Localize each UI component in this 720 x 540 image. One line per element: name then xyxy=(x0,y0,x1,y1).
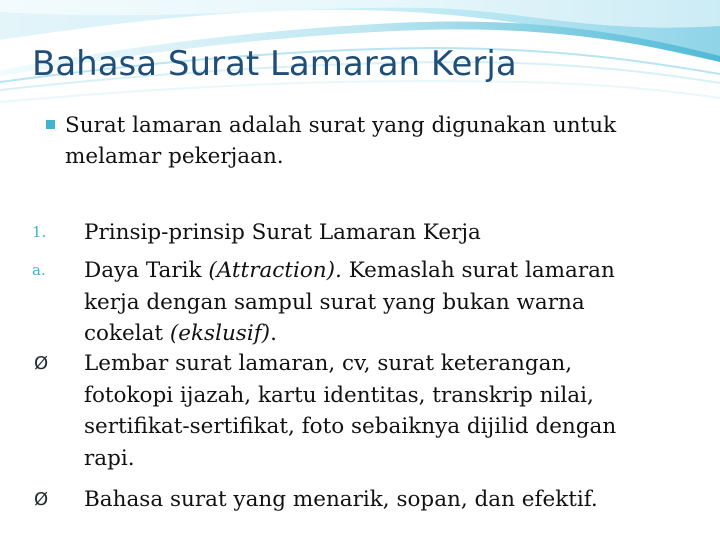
numbered-marker: 1. xyxy=(32,223,47,241)
list-item-text: Prinsip-prinsip Surat Lamaran Kerja xyxy=(84,220,481,245)
arrow-bullet-icon: Ø xyxy=(34,489,49,510)
slide-title: Bahasa Surat Lamaran Kerja xyxy=(32,44,517,84)
list-item-text: Lembar surat lamaran, cv, surat keterangan, fotokopi ijazah, kartu identitas, transkrip nilai, sertifikat-sertifikat, foto sebaiknya dijilid dengan rapi. xyxy=(84,351,617,471)
square-bullet-icon xyxy=(46,120,55,129)
list-item-text: Bahasa surat yang menarik, sopan, dan efektif. xyxy=(84,487,598,512)
letter-marker: a. xyxy=(32,261,46,279)
italic-attraction-text: (Attraction). xyxy=(208,258,342,283)
intro-paragraph: Surat lamaran adalah surat yang digunakan untuk melamar pekerjaan. xyxy=(65,113,617,169)
italic-exclusive-text: (ekslusif) xyxy=(169,321,271,346)
text-segment: Daya Tarik xyxy=(84,258,209,283)
text-segment: . xyxy=(270,321,277,346)
list-item-text xyxy=(84,255,644,350)
text-segment: Kemaslah surat lamaran kerja dengan sampul surat yang bukan warna cokelat xyxy=(84,258,615,346)
arrow-bullet-icon: Ø xyxy=(34,353,49,374)
